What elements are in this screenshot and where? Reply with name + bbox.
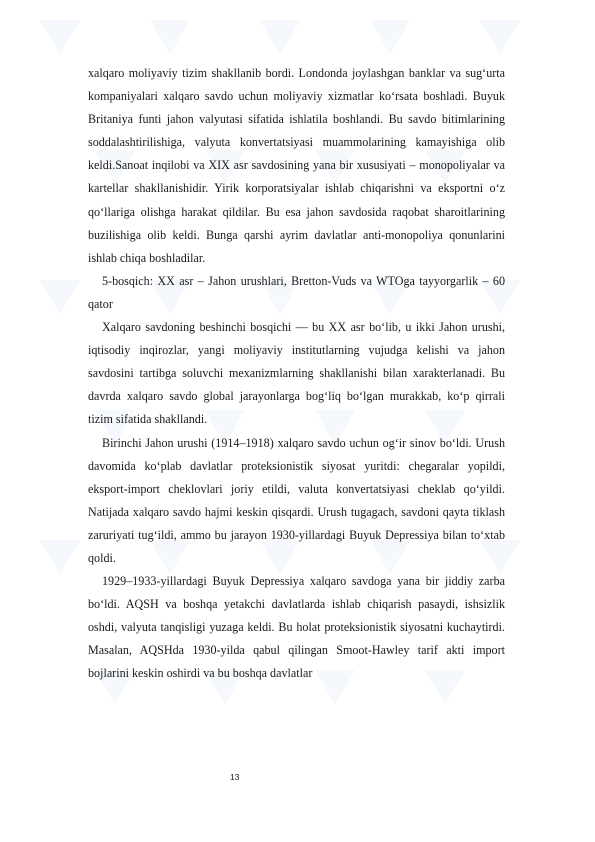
paragraph-4: Birinchi Jahon urushi (1914–1918) xalqaro savdo uchun og‘ir sinov bo‘ldi. Urush davomida ko‘plab davlatlar proteksionistik siyosat yuritdi: chegaralar yopildi, eksport-import cheklovlari joriy etildi, valuta konvertatsiyasi cheklab qo‘yildi. Natijada xalqaro savdo hajmi keskin qisqardi. Urush tugagach, savdoni qayta tiklash zaruriyati tug‘ildi, ammo bu jarayon 1930-yillardagi Buyuk Depressiya bilan to‘xtab qoldi.	[88, 435, 505, 565]
paragraph-3: Xalqaro savdoning beshinchi bosqichi — bu XX asr bo‘lib, u ikki Jahon urushi, iqtisodiy inqirozlar, yangi moliyaviy institutlarning vujudga kelishi va jahon savdosini tartibga soluvchi mexanizmlarning shakllanishi bilan xarakterlanadi. Bu davrda xalqaro savdo global jarayonlarga bog‘liq bo‘lgan murakkab, ko‘p qirrali tizim sifatida shakllandi.	[88, 320, 505, 427]
section-heading-stage-5: 5-bosqich: XX asr – Jahon urushlari, Bretton-Vuds va WTOga tayyorgarlik – 60 qator	[88, 273, 505, 311]
paragraph-5: 1929–1933-yillardagi Buyuk Depressiya xalqaro savdoga yana bir jiddiy zarba bo‘ldi. AQSH va boshqa yetakchi davlatlarda ishlab chiqarish pasaydi, ishsizlik oshdi, valyuta tanqisligi yuzaga keldi. Bu holat proteksionistik siyosatni kuchaytirdi. Masalan, AQSHda 1930-yilda qabul qilingan Smoot-Hawley tarif akti import bojlarini keskin oshirdi va bu boshqa davlatlar	[88, 574, 505, 681]
body-text	[88, 62, 505, 686]
paragraph-1: xalqaro moliyaviy tizim shakllanib bordi. Londonda joylashgan banklar va sug‘urta kompaniyalari xalqaro savdo uchun moliyaviy xizmatlar ko‘rsata boshladi. Buyuk Britaniya funti jahon valyutasi sifatida ishlatila boshlandi. Bu savdo bitimlarining soddalashtirilishiga, valyuta konvertatsiyasi muammolarining kamayishiga olib keldi.Sanoat inqilobi va XIX asr savdosining yana bir xususiyati – monopoliyalar va kartellar shakllanishidir. Yirik korporatsiyalar ishlab chiqarishni va eksportni o‘z qo‘llariga olishga harakat qildilar. Bu esa jahon savdosida raqobat sharoitlarining buzilishiga olib keldi. Bunga qarshi ayrim davlatlar anti-monopoliya qonunlarini ishlab chiqa boshladilar.	[88, 66, 505, 265]
page-number: 13	[230, 772, 240, 782]
